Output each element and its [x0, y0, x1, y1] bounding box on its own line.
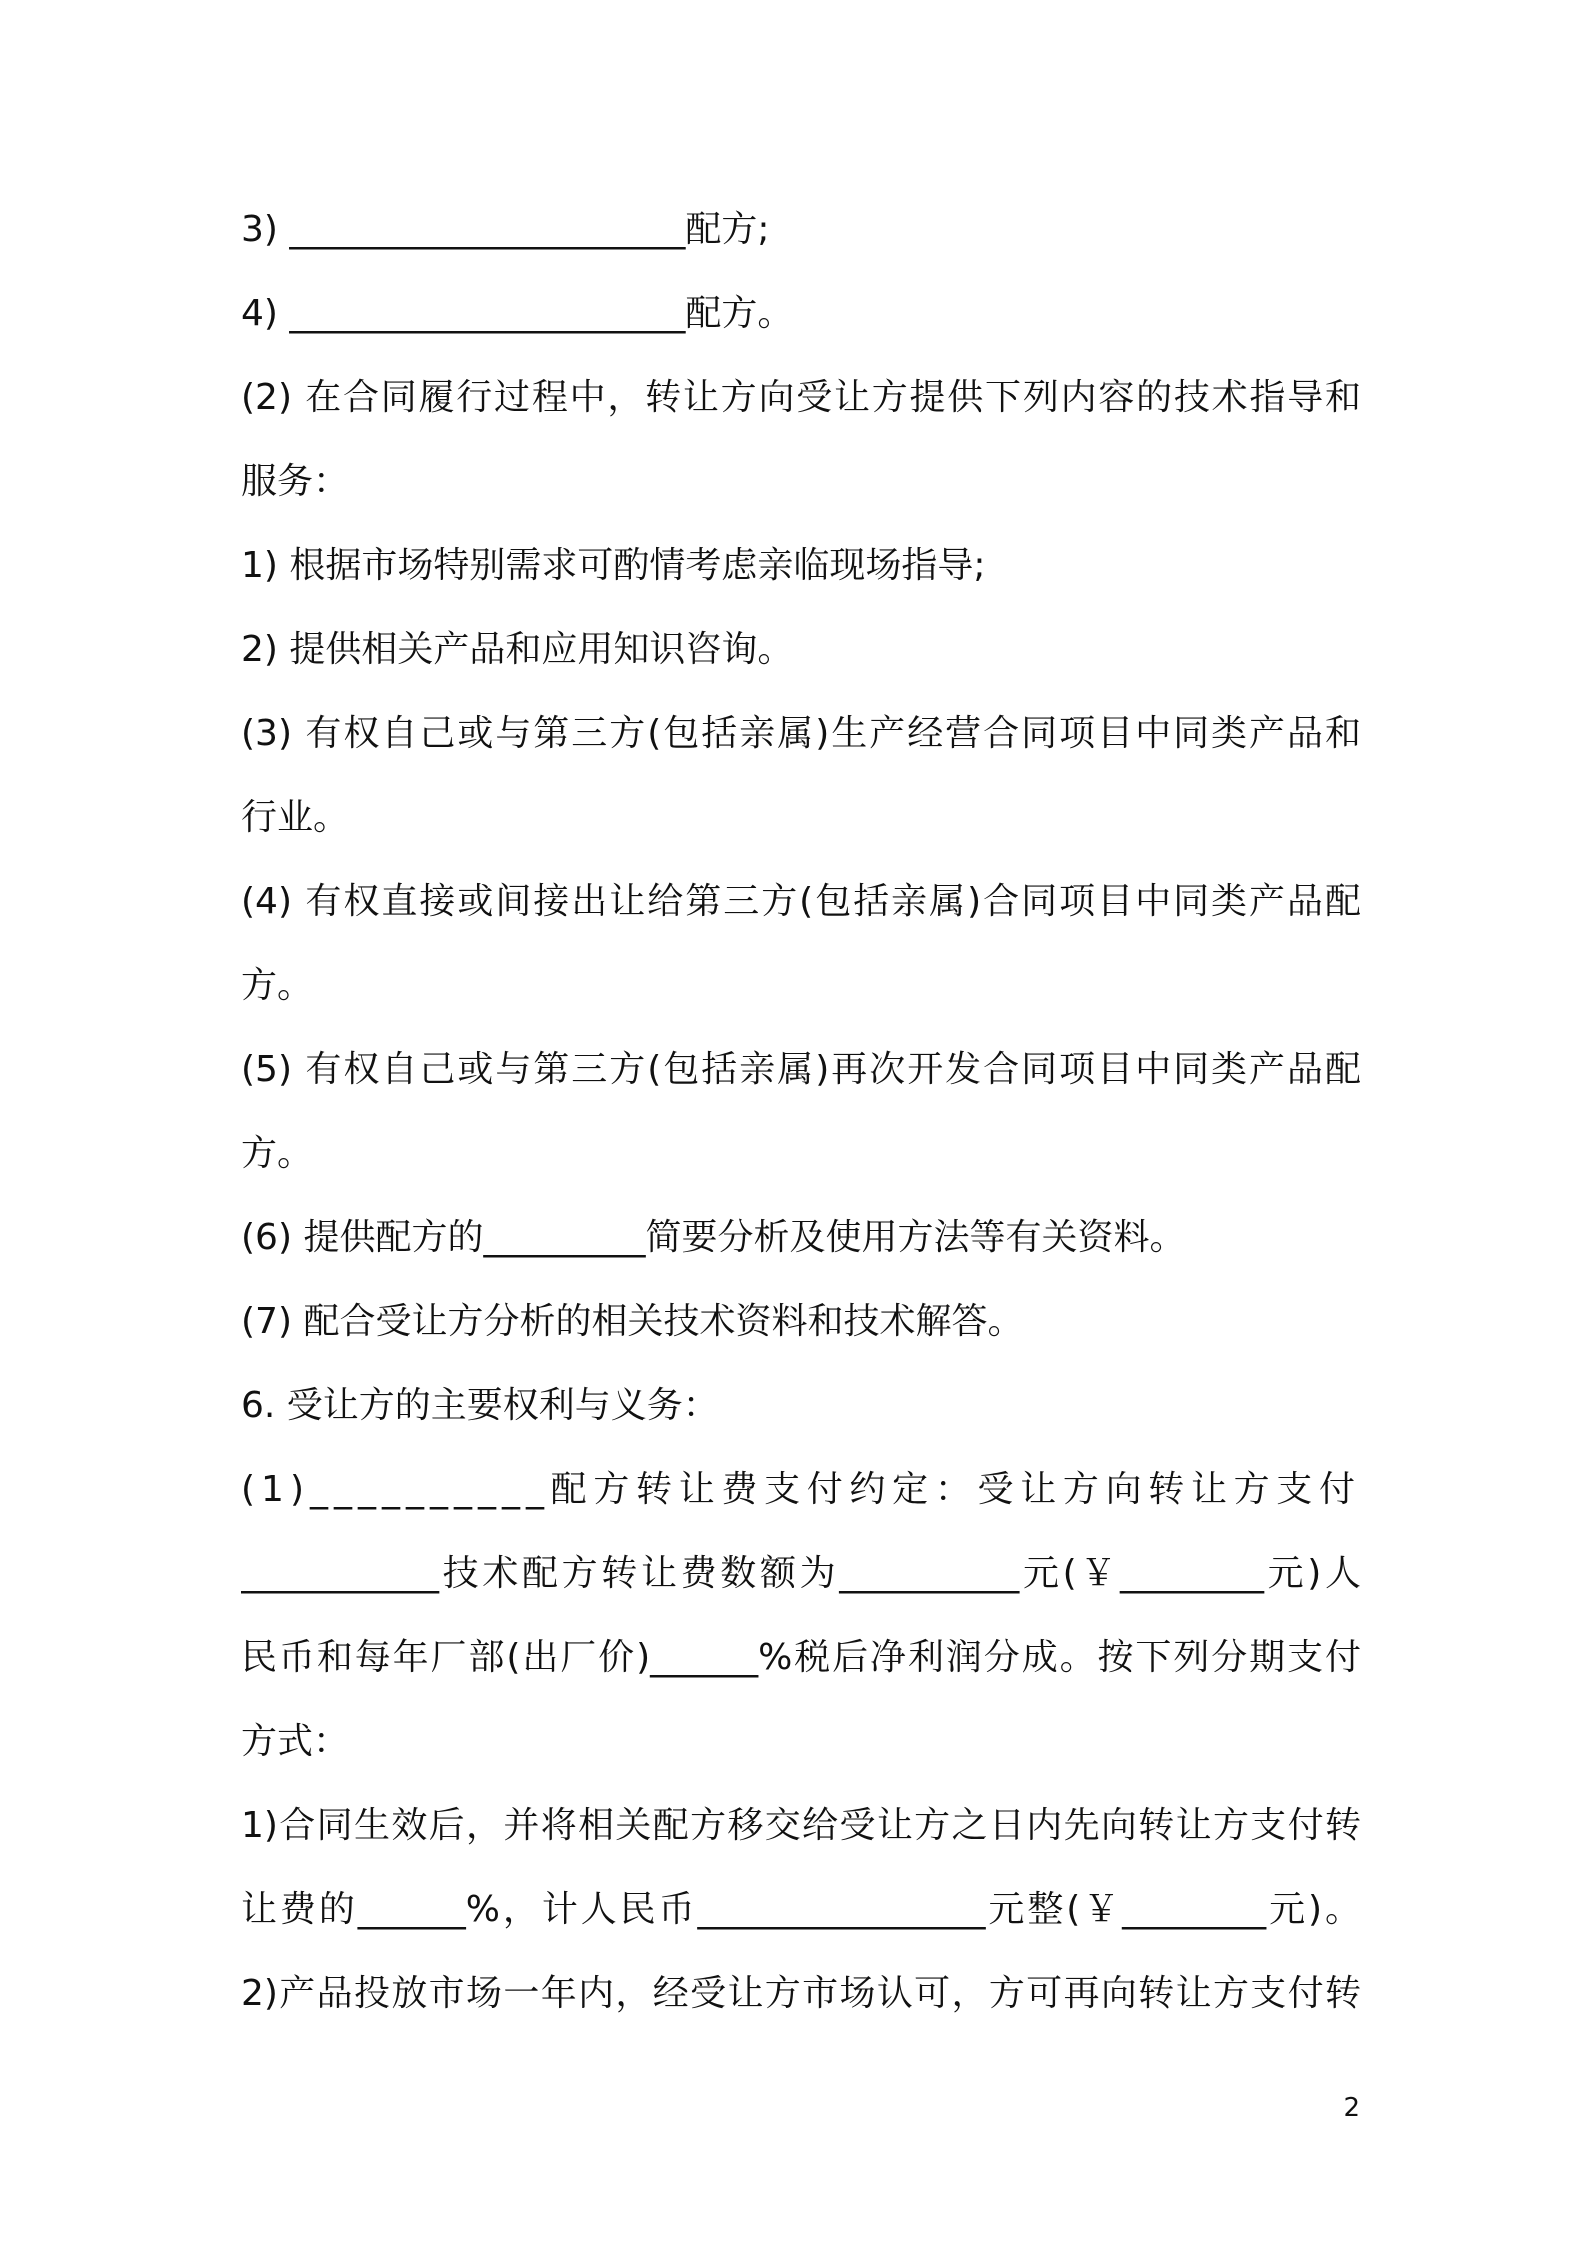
text-line: ___________技术配方转让费数额为__________元(￥________元)人 — [241, 1553, 1361, 1594]
text-line: 方。 — [241, 1133, 314, 1174]
text-line: 方式： — [241, 1721, 350, 1762]
text-line: 民币和每年厂部(出厂价)______%税后净利润分成。按下列分期支付 — [241, 1637, 1361, 1678]
text-line: 方。 — [241, 965, 314, 1006]
text-line: 让费的______%，计人民币________________元整(￥________元)。 — [241, 1889, 1361, 1930]
text-line: 6. 受让方的主要权利与义务： — [241, 1385, 719, 1426]
text-line: 行业。 — [241, 797, 350, 838]
text-line: 2) 提供相关产品和应用知识咨询。 — [241, 629, 794, 670]
text-line: (5) 有权自己或与第三方(包括亲属)再次开发合同项目中同类产品配 — [241, 1049, 1361, 1090]
text-line: (3) 有权自己或与第三方(包括亲属)生产经营合同项目中同类产品和 — [241, 713, 1361, 754]
text-line: 1)合同生效后，并将相关配方移交给受让方之日内先向转让方支付转 — [241, 1805, 1361, 1846]
text-line: (2) 在合同履行过程中，转让方向受让方提供下列内容的技术指导和 — [241, 377, 1361, 418]
text-line: (4) 有权直接或间接出让给第三方(包括亲属)合同项目中同类产品配 — [241, 881, 1361, 922]
text-line: 1) 根据市场特别需求可酌情考虑亲临现场指导; — [241, 545, 986, 586]
text-line: (1)__________配方转让费支付约定：受让方向转让方支付 — [241, 1469, 1361, 1510]
text-line: 服务： — [241, 461, 350, 502]
text-line: 3) ______________________配方; — [241, 209, 770, 250]
page-number: 2 — [1343, 2093, 1360, 2123]
text-line: 4) ______________________配方。 — [241, 293, 794, 334]
text-line: 2)产品投放市场一年内，经受让方市场认可，方可再向转让方支付转 — [241, 1973, 1361, 2014]
text-line: (7) 配合受让方分析的相关技术资料和技术解答。 — [241, 1301, 1024, 1342]
text-line: (6) 提供配方的_________简要分析及使用方法等有关资料。 — [241, 1217, 1186, 1258]
